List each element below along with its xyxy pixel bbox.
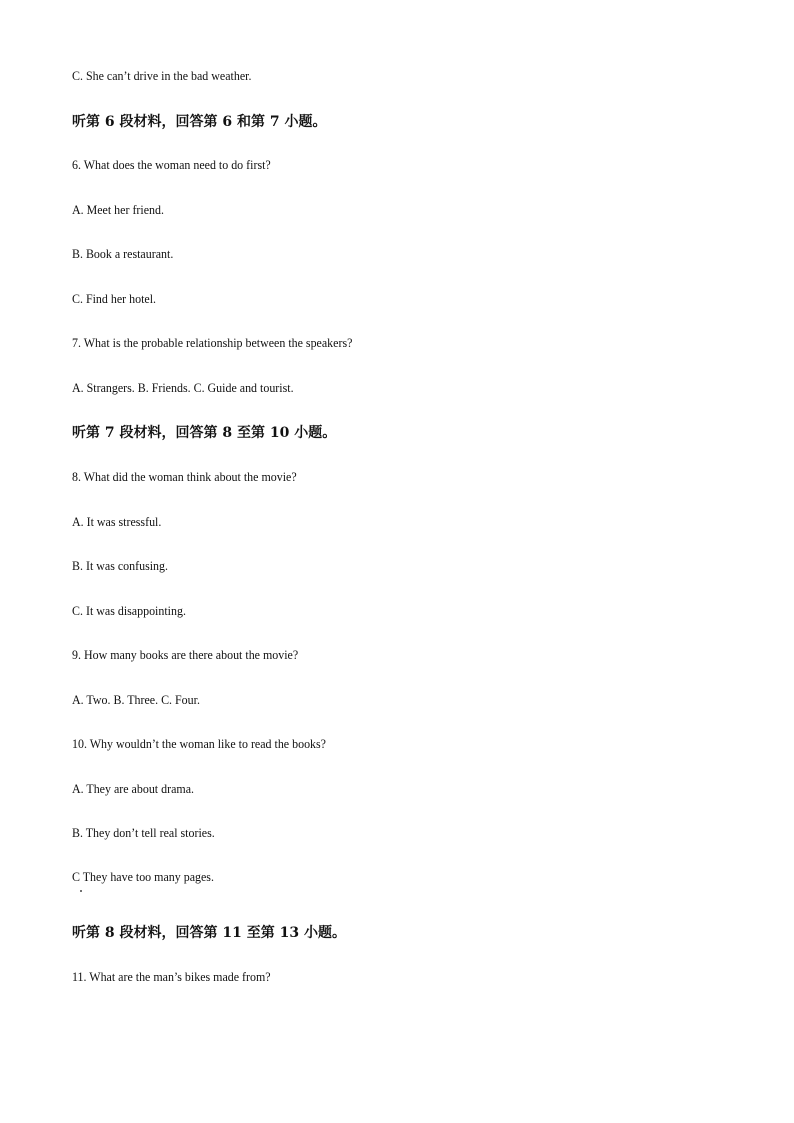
section-heading-6: 听第 6 段材料，回答第 6 和第 7 小题。 [72, 114, 327, 130]
answer-option-8a: A. It was stressful. [72, 514, 162, 529]
question-8: 8. What did the woman think about the movie? [72, 469, 297, 484]
answer-options-9: A. Two. B. Three. C. Four. [72, 692, 200, 707]
answer-option-10c: C They have too many pages. [72, 869, 214, 884]
question-11: 11. What are the man’s bikes made from? [72, 969, 271, 984]
question-10: 10. Why wouldn’t the woman like to read the books? [72, 736, 327, 751]
answer-option-6a: A. Meet her friend. [72, 202, 164, 217]
answer-option-8b: B. It was confusing. [72, 558, 169, 573]
answer-option-6c: C. Find her hotel. [72, 291, 157, 306]
answer-option-6b: B. Book a restaurant. [72, 246, 174, 261]
question-6: 6. What does the woman need to do first? [72, 157, 271, 172]
answer-options-7: A. Strangers. B. Friends. C. Guide and tourist. [72, 380, 294, 395]
answer-option-5c: C. She can’t drive in the bad weather. [72, 68, 252, 83]
answer-option-8c: C. It was disappointing. [72, 603, 186, 618]
answer-option-10a: A. They are about drama. [72, 781, 195, 796]
question-7: 7. What is the probable relationship between the speakers? [72, 335, 353, 350]
section-heading-8: 听第 8 段材料，回答第 11 至第 13 小题。 [72, 925, 346, 941]
answer-option-10b: B. They don’t tell real stories. [72, 825, 215, 840]
section-heading-7: 听第 7 段材料，回答第 8 至第 10 小题。 [72, 425, 337, 441]
stray-dot-mark [80, 890, 82, 892]
question-9: 9. How many books are there about the movie? [72, 647, 299, 662]
